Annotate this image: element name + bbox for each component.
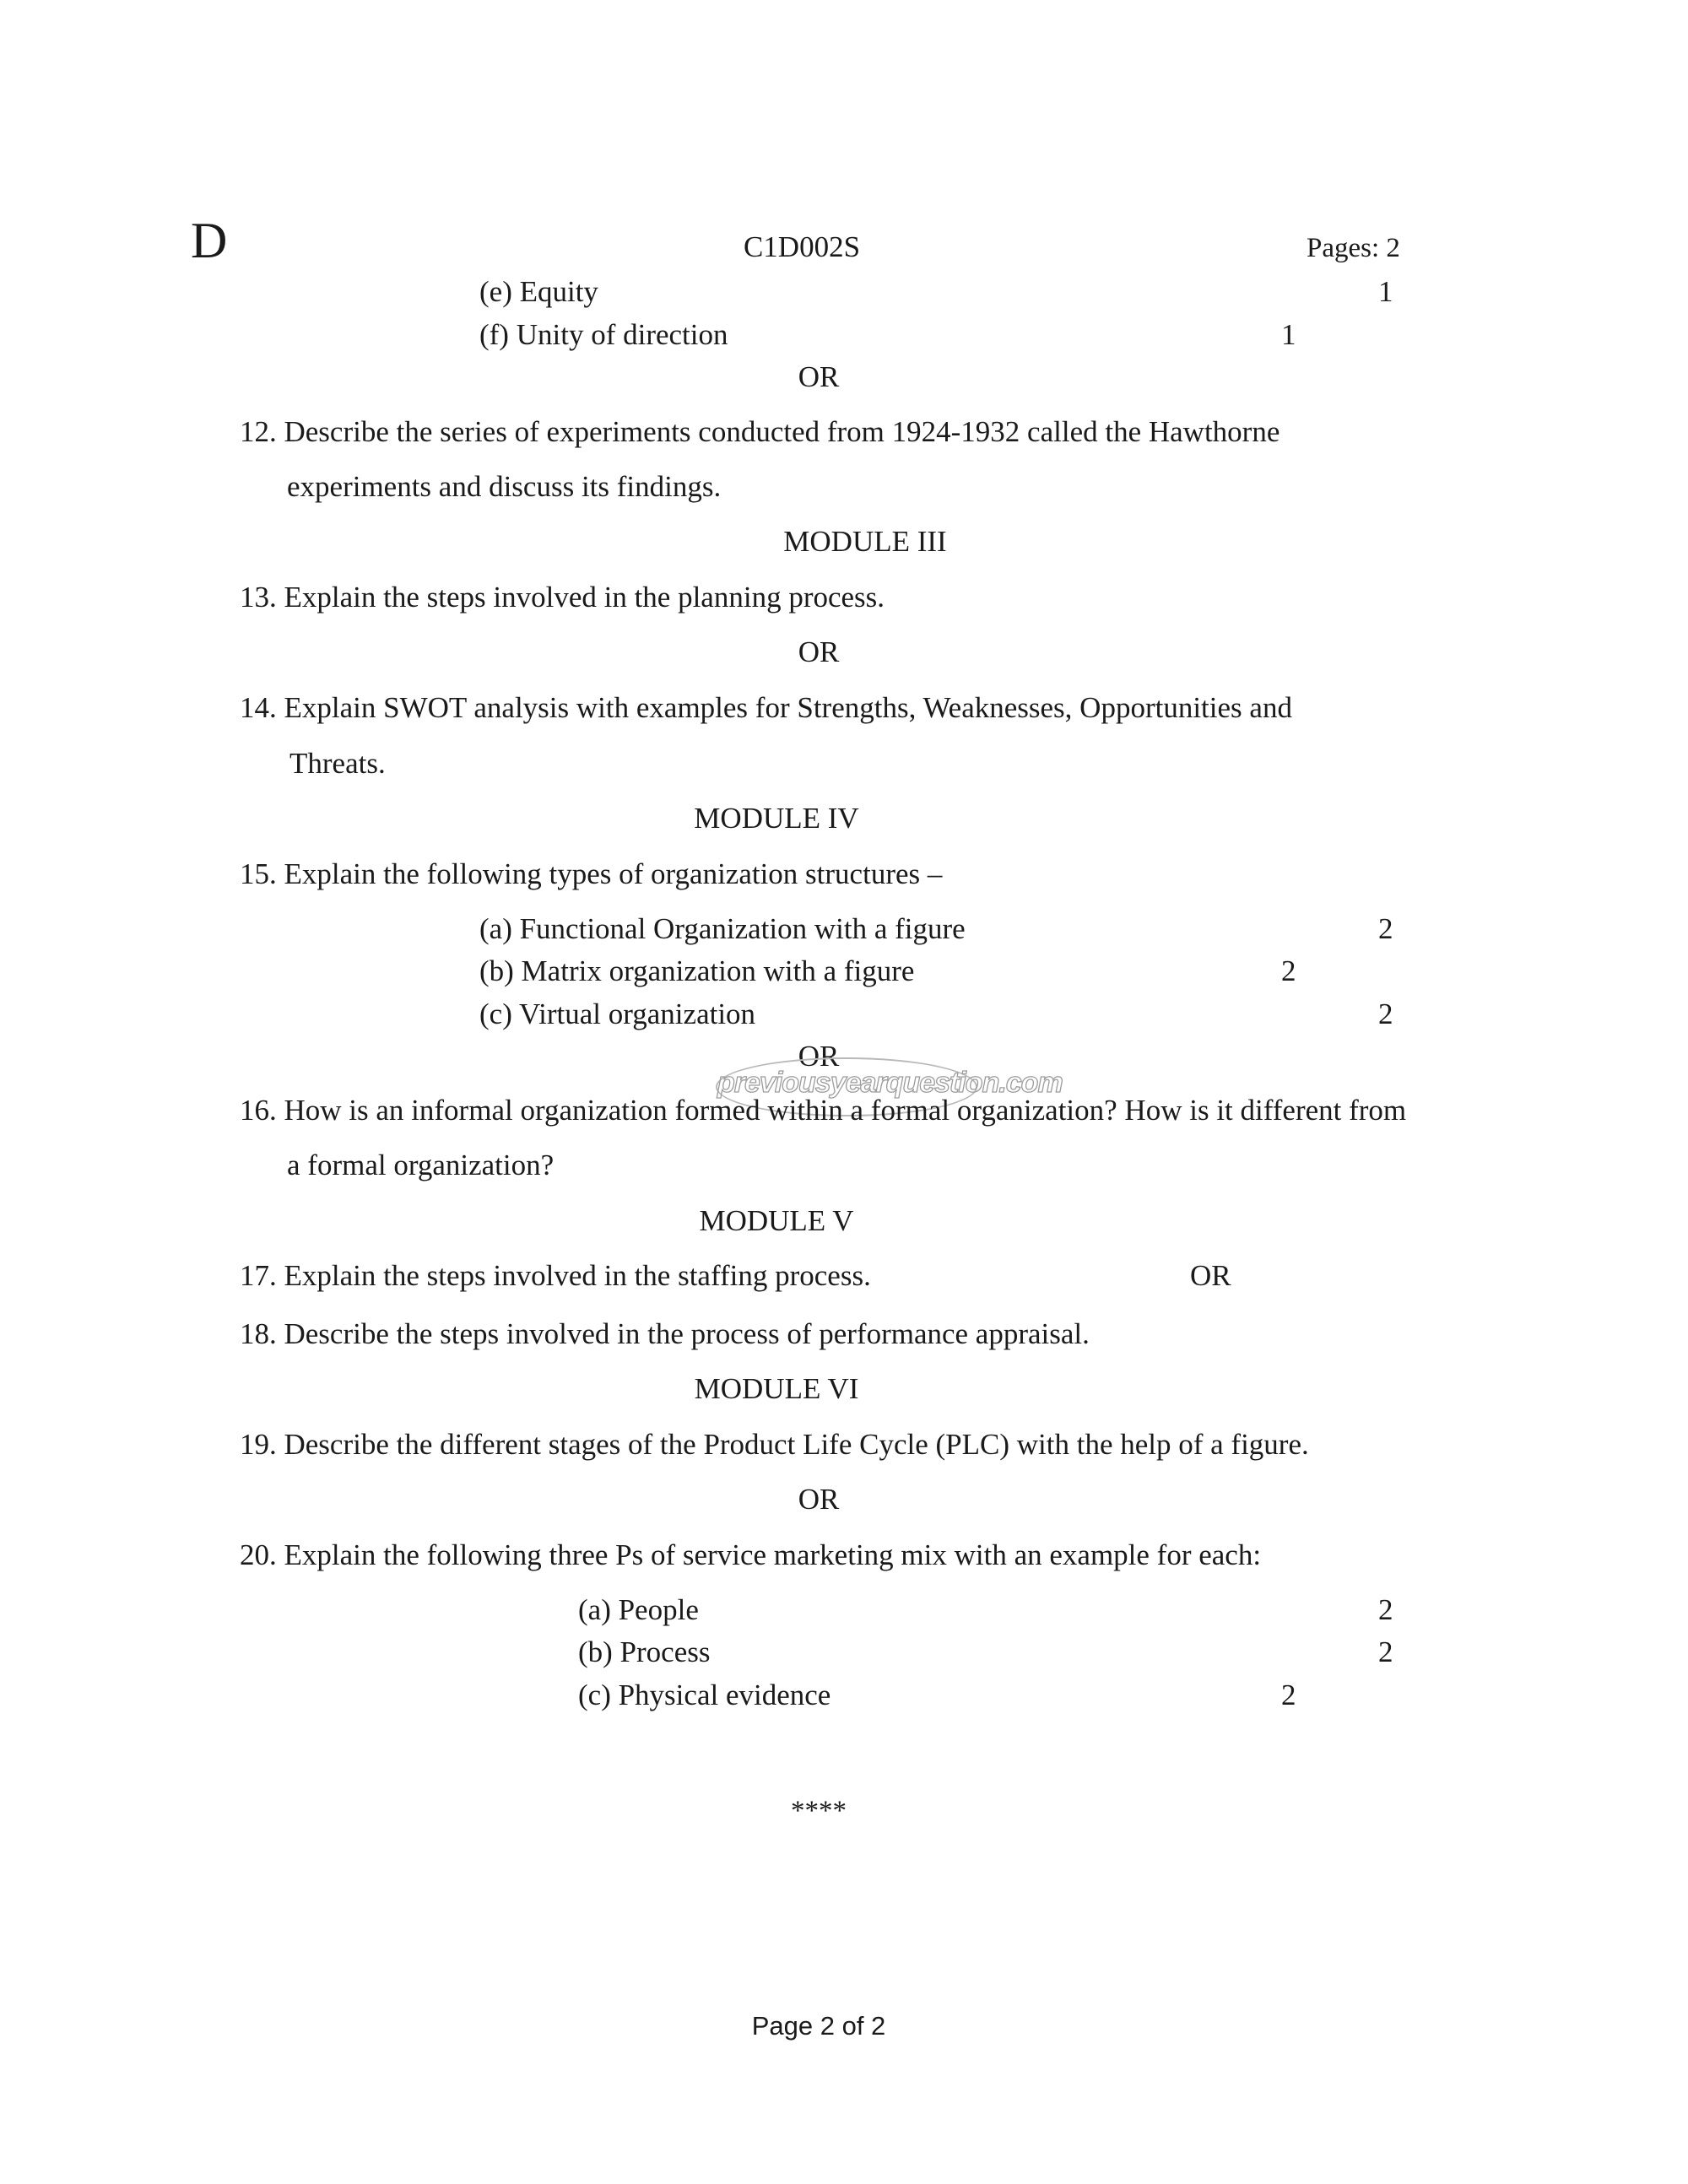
set-letter: D bbox=[191, 213, 228, 268]
sub-item-b: (b) Process bbox=[578, 1635, 711, 1668]
question-20: 20. Explain the following three Ps of service marketing mix with an example for each: bbox=[240, 1538, 1262, 1571]
module-heading-v: MODULE V bbox=[699, 1204, 854, 1237]
sub-item-a: (a) People bbox=[578, 1593, 699, 1626]
sub-item-b-marks: 2 bbox=[1281, 954, 1296, 987]
sub-item-a-marks: 2 bbox=[1378, 1593, 1393, 1626]
sub-item-c-marks: 2 bbox=[1281, 1679, 1296, 1711]
sub-item-e-marks: 1 bbox=[1378, 275, 1393, 308]
sub-item-a: (a) Functional Organization with a figure bbox=[479, 912, 966, 945]
question-19: 19. Describe the different stages of the Product Life Cycle (PLC) with the help of a figure. bbox=[240, 1428, 1309, 1461]
page-count: Pages: 2 bbox=[1307, 233, 1400, 263]
or-divider: OR bbox=[798, 1040, 840, 1073]
question-17: 17. Explain the steps involved in the staffing process. bbox=[240, 1259, 871, 1292]
question-18: 18. Describe the steps involved in the process of performance appraisal. bbox=[240, 1317, 1090, 1350]
sub-item-c-marks: 2 bbox=[1378, 997, 1393, 1030]
question-13: 13. Explain the steps involved in the planning process. bbox=[240, 581, 885, 614]
sub-item-a-marks: 2 bbox=[1378, 912, 1393, 945]
question-15: 15. Explain the following types of organization structures – bbox=[240, 857, 943, 890]
page-footer: Page 2 of 2 bbox=[751, 2011, 886, 2041]
module-heading-iv: MODULE IV bbox=[694, 802, 859, 835]
or-divider: OR bbox=[798, 635, 840, 668]
sub-item-f-marks: 1 bbox=[1281, 318, 1296, 351]
or-divider: OR bbox=[1190, 1259, 1231, 1292]
question-14-line-1: 14. Explain SWOT analysis with examples for Strengths, Weaknesses, Opportunities and bbox=[240, 691, 1292, 724]
question-14-line-2: Threats. bbox=[289, 747, 386, 780]
module-heading-iii: MODULE III bbox=[783, 525, 947, 558]
watermark-text: previousyearquestion.com bbox=[717, 1067, 1063, 1099]
sub-item-f: (f) Unity of direction bbox=[479, 318, 728, 351]
sub-item-c: (c) Virtual organization bbox=[479, 997, 756, 1030]
sub-item-c: (c) Physical evidence bbox=[578, 1679, 831, 1711]
sub-item-b-marks: 2 bbox=[1378, 1635, 1393, 1668]
paper-code: C1D002S bbox=[743, 230, 861, 263]
or-divider: OR bbox=[798, 1483, 840, 1516]
or-divider: OR bbox=[798, 360, 840, 393]
question-12-line-2: experiments and discuss its findings. bbox=[287, 470, 722, 503]
sub-item-e: (e) Equity bbox=[479, 275, 598, 308]
question-16-line-2: a formal organization? bbox=[287, 1149, 555, 1181]
module-heading-vi: MODULE VI bbox=[694, 1372, 859, 1405]
question-16-line-1: 16. How is an informal organization formed within a formal organization? How is it different from bbox=[240, 1094, 1407, 1127]
end-of-paper-mark: **** bbox=[791, 1796, 847, 1826]
sub-item-b: (b) Matrix organization with a figure bbox=[479, 954, 915, 987]
question-12-line-1: 12. Describe the series of experiments conducted from 1924-1932 called the Hawthorne bbox=[240, 415, 1280, 448]
